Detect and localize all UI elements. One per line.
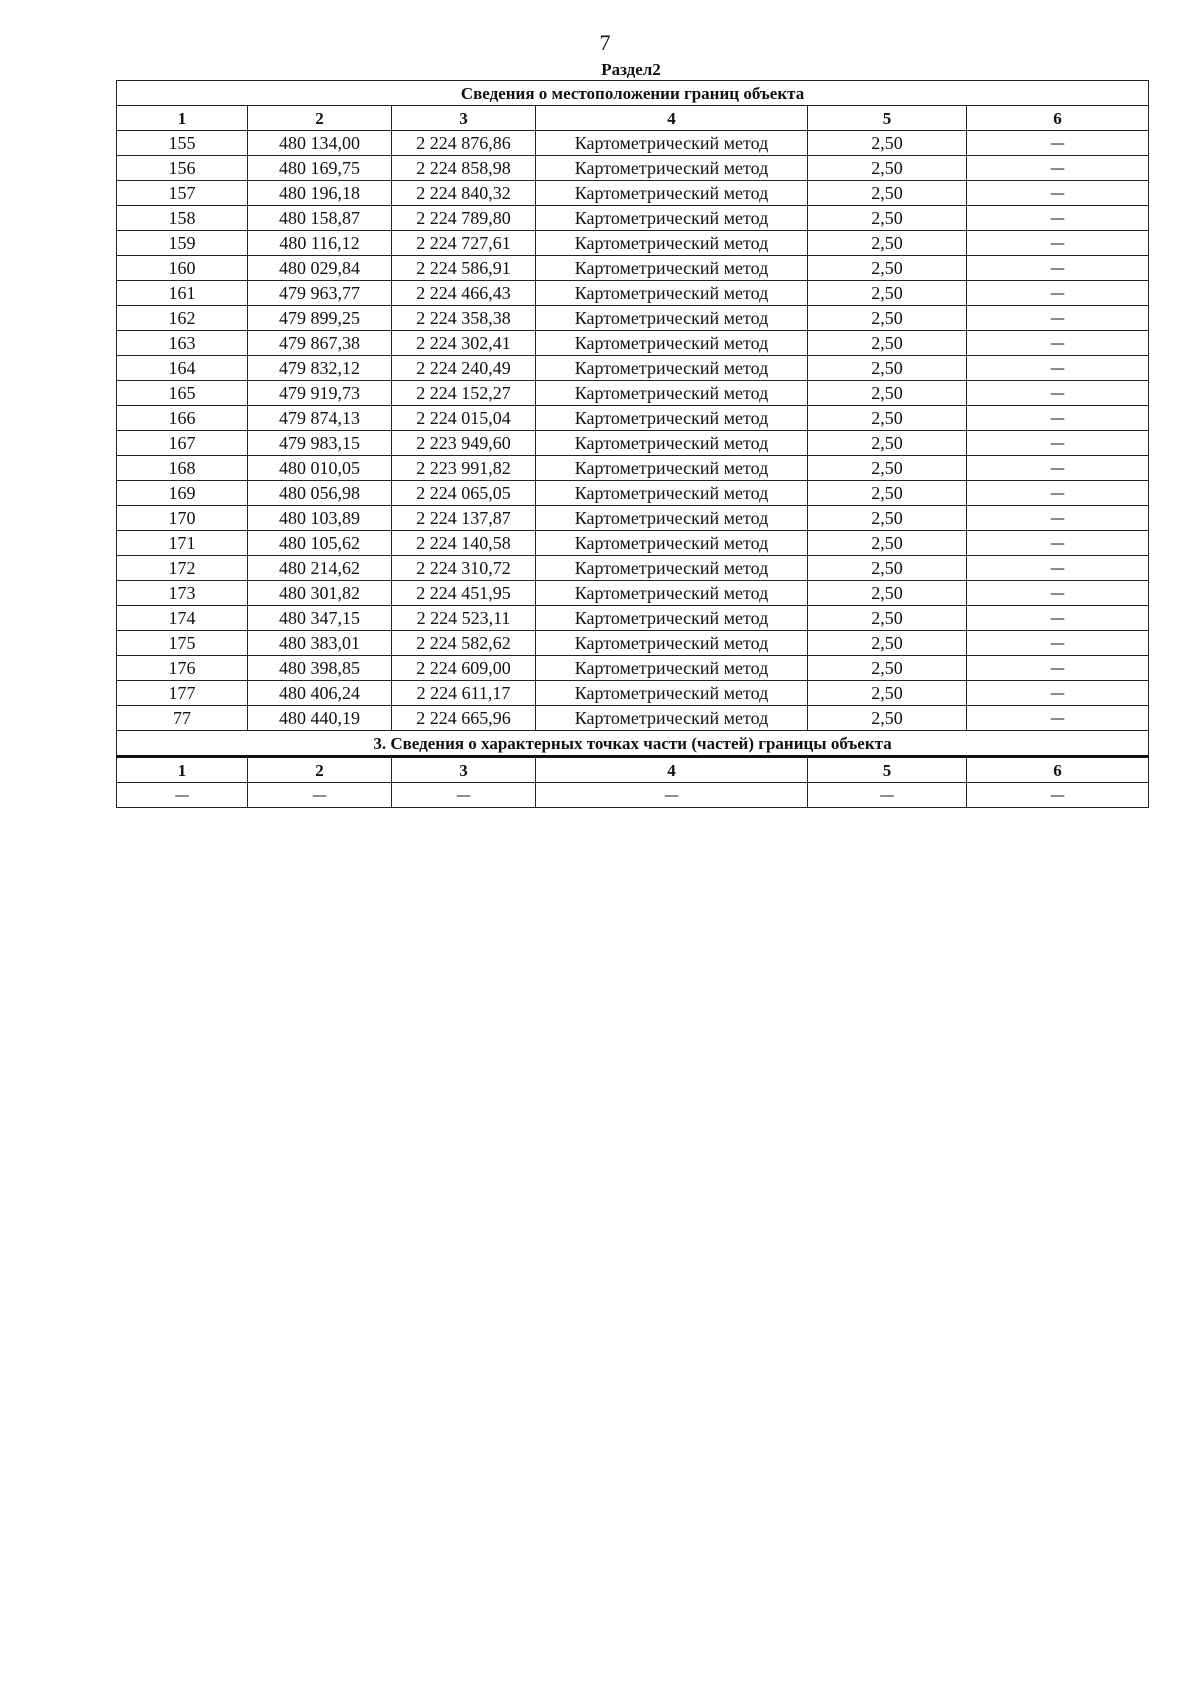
- x-coordinate-cell: 480 169,75: [248, 156, 392, 181]
- accuracy-cell: 2,50: [808, 506, 967, 531]
- method-cell: Картометрический метод: [536, 131, 808, 156]
- y-coordinate-cell: 2 224 451,95: [392, 581, 536, 606]
- point-number-cell: —: [117, 783, 248, 808]
- table-row: [117, 131, 1149, 156]
- description-cell: —: [967, 231, 1149, 256]
- point-number-cell: 171: [117, 531, 248, 556]
- table-row: [117, 706, 1149, 731]
- y-coordinate-cell: 2 224 358,38: [392, 306, 536, 331]
- accuracy-cell: 2,50: [808, 256, 967, 281]
- x-coordinate-cell: 480 056,98: [248, 481, 392, 506]
- point-number-cell: 165: [117, 381, 248, 406]
- x-coordinate-cell: 480 196,18: [248, 181, 392, 206]
- description-cell: —: [967, 581, 1149, 606]
- x-coordinate-cell: 480 105,62: [248, 531, 392, 556]
- table-row: [117, 556, 1149, 581]
- point-number-cell: 160: [117, 256, 248, 281]
- description-cell: —: [967, 706, 1149, 731]
- column-header: 4: [536, 757, 808, 783]
- y-coordinate-cell: 2 224 302,41: [392, 331, 536, 356]
- x-coordinate-cell: 480 214,62: [248, 556, 392, 581]
- table-row: [117, 506, 1149, 531]
- accuracy-cell: 2,50: [808, 406, 967, 431]
- x-coordinate-cell: 479 867,38: [248, 331, 392, 356]
- column-header: 6: [967, 757, 1149, 783]
- method-cell: Картометрический метод: [536, 356, 808, 381]
- accuracy-cell: 2,50: [808, 131, 967, 156]
- accuracy-cell: 2,50: [808, 581, 967, 606]
- point-number-cell: 158: [117, 206, 248, 231]
- x-coordinate-cell: 480 103,89: [248, 506, 392, 531]
- description-cell: —: [967, 631, 1149, 656]
- accuracy-cell: 2,50: [808, 281, 967, 306]
- table-caption: Сведения о местоположении границ объекта: [117, 81, 1149, 106]
- accuracy-cell: 2,50: [808, 481, 967, 506]
- method-cell: Картометрический метод: [536, 681, 808, 706]
- x-coordinate-cell: 480 029,84: [248, 256, 392, 281]
- point-number-cell: 176: [117, 656, 248, 681]
- method-cell: Картометрический метод: [536, 181, 808, 206]
- accuracy-cell: 2,50: [808, 631, 967, 656]
- y-coordinate-cell: 2 224 015,04: [392, 406, 536, 431]
- method-cell: Картометрический метод: [536, 556, 808, 581]
- method-cell: Картометрический метод: [536, 156, 808, 181]
- y-coordinate-cell: —: [392, 783, 536, 808]
- description-cell: —: [967, 206, 1149, 231]
- method-cell: Картометрический метод: [536, 431, 808, 456]
- table-row: [117, 481, 1149, 506]
- point-number-cell: 168: [117, 456, 248, 481]
- y-coordinate-cell: 2 224 611,17: [392, 681, 536, 706]
- description-cell: —: [967, 656, 1149, 681]
- y-coordinate-cell: 2 224 137,87: [392, 506, 536, 531]
- accuracy-cell: 2,50: [808, 531, 967, 556]
- description-cell: —: [967, 131, 1149, 156]
- table-row: [117, 306, 1149, 331]
- x-coordinate-cell: 479 874,13: [248, 406, 392, 431]
- method-cell: Картометрический метод: [536, 606, 808, 631]
- description-cell: —: [967, 606, 1149, 631]
- accuracy-cell: 2,50: [808, 381, 967, 406]
- y-coordinate-cell: 2 224 466,43: [392, 281, 536, 306]
- table-row: [117, 156, 1149, 181]
- accuracy-cell: 2,50: [808, 206, 967, 231]
- method-cell: Картометрический метод: [536, 481, 808, 506]
- accuracy-cell: —: [808, 783, 967, 808]
- x-coordinate-cell: 480 010,05: [248, 456, 392, 481]
- table-row: [117, 381, 1149, 406]
- section3-caption: 3. Сведения о характерных точках части (частей) границы объекта: [117, 731, 1149, 757]
- table-row: [117, 531, 1149, 556]
- accuracy-cell: 2,50: [808, 156, 967, 181]
- column-header: 1: [117, 106, 248, 131]
- y-coordinate-cell: 2 224 152,27: [392, 381, 536, 406]
- point-number-cell: 156: [117, 156, 248, 181]
- accuracy-cell: 2,50: [808, 181, 967, 206]
- column-header: 2: [248, 757, 392, 783]
- point-number-cell: 175: [117, 631, 248, 656]
- x-coordinate-cell: 480 383,01: [248, 631, 392, 656]
- description-cell: —: [967, 381, 1149, 406]
- table-row: [117, 406, 1149, 431]
- x-coordinate-cell: 480 158,87: [248, 206, 392, 231]
- method-cell: Картометрический метод: [536, 406, 808, 431]
- method-cell: Картометрический метод: [536, 656, 808, 681]
- column-header: 5: [808, 106, 967, 131]
- method-cell: Картометрический метод: [536, 231, 808, 256]
- table-row: [117, 356, 1149, 381]
- y-coordinate-cell: 2 223 949,60: [392, 431, 536, 456]
- y-coordinate-cell: 2 224 789,80: [392, 206, 536, 231]
- description-cell: —: [967, 306, 1149, 331]
- x-coordinate-cell: 479 983,15: [248, 431, 392, 456]
- y-coordinate-cell: 2 224 140,58: [392, 531, 536, 556]
- point-number-cell: 174: [117, 606, 248, 631]
- method-cell: Картометрический метод: [536, 581, 808, 606]
- point-number-cell: 164: [117, 356, 248, 381]
- point-number-cell: 77: [117, 706, 248, 731]
- point-number-cell: 162: [117, 306, 248, 331]
- page-number: 7: [599, 30, 611, 55]
- table-row: [117, 606, 1149, 631]
- point-number-cell: 161: [117, 281, 248, 306]
- y-coordinate-cell: 2 223 991,82: [392, 456, 536, 481]
- point-number-cell: 163: [117, 331, 248, 356]
- section-title: Раздел2: [601, 60, 661, 79]
- point-number-cell: 173: [117, 581, 248, 606]
- method-cell: Картометрический метод: [536, 256, 808, 281]
- x-coordinate-cell: —: [248, 783, 392, 808]
- description-cell: —: [967, 331, 1149, 356]
- description-cell: —: [967, 156, 1149, 181]
- point-number-cell: 159: [117, 231, 248, 256]
- table-row: [117, 681, 1149, 706]
- description-cell: —: [967, 406, 1149, 431]
- point-number-cell: 170: [117, 506, 248, 531]
- accuracy-cell: 2,50: [808, 431, 967, 456]
- description-cell: —: [967, 506, 1149, 531]
- column-header: 6: [967, 106, 1149, 131]
- table-row: [117, 256, 1149, 281]
- point-number-cell: 166: [117, 406, 248, 431]
- column-header: 2: [248, 106, 392, 131]
- accuracy-cell: 2,50: [808, 306, 967, 331]
- section3-table-row: [117, 783, 1149, 808]
- description-cell: —: [967, 431, 1149, 456]
- table-row: [117, 181, 1149, 206]
- x-coordinate-cell: 480 116,12: [248, 231, 392, 256]
- column-header: 1: [117, 757, 248, 783]
- accuracy-cell: 2,50: [808, 606, 967, 631]
- section3-caption-row: [117, 731, 1149, 757]
- table-row: [117, 581, 1149, 606]
- column-header: 3: [392, 106, 536, 131]
- description-cell: —: [967, 281, 1149, 306]
- x-coordinate-cell: 479 919,73: [248, 381, 392, 406]
- method-cell: Картометрический метод: [536, 281, 808, 306]
- y-coordinate-cell: 2 224 582,62: [392, 631, 536, 656]
- table-row: [117, 656, 1149, 681]
- x-coordinate-cell: 479 963,77: [248, 281, 392, 306]
- point-number-cell: 172: [117, 556, 248, 581]
- description-cell: —: [967, 556, 1149, 581]
- y-coordinate-cell: 2 224 609,00: [392, 656, 536, 681]
- accuracy-cell: 2,50: [808, 556, 967, 581]
- x-coordinate-cell: 480 134,00: [248, 131, 392, 156]
- accuracy-cell: 2,50: [808, 681, 967, 706]
- x-coordinate-cell: 480 406,24: [248, 681, 392, 706]
- x-coordinate-cell: 479 899,25: [248, 306, 392, 331]
- description-cell: —: [967, 531, 1149, 556]
- table-row: [117, 456, 1149, 481]
- table-row: [117, 431, 1149, 456]
- y-coordinate-cell: 2 224 240,49: [392, 356, 536, 381]
- table-row: [117, 281, 1149, 306]
- accuracy-cell: 2,50: [808, 706, 967, 731]
- y-coordinate-cell: 2 224 858,98: [392, 156, 536, 181]
- y-coordinate-cell: 2 224 523,11: [392, 606, 536, 631]
- accuracy-cell: 2,50: [808, 231, 967, 256]
- description-cell: —: [967, 681, 1149, 706]
- description-cell: —: [967, 456, 1149, 481]
- column-header-row: [117, 106, 1149, 131]
- y-coordinate-cell: 2 224 586,91: [392, 256, 536, 281]
- method-cell: Картометрический метод: [536, 206, 808, 231]
- method-cell: Картометрический метод: [536, 531, 808, 556]
- description-cell: —: [967, 481, 1149, 506]
- table-row: [117, 331, 1149, 356]
- method-cell: Картометрический метод: [536, 381, 808, 406]
- method-cell: —: [536, 783, 808, 808]
- description-cell: —: [967, 256, 1149, 281]
- method-cell: Картометрический метод: [536, 706, 808, 731]
- method-cell: Картометрический метод: [536, 331, 808, 356]
- x-coordinate-cell: 479 832,12: [248, 356, 392, 381]
- accuracy-cell: 2,50: [808, 331, 967, 356]
- boundary-table-body: [117, 81, 1149, 808]
- column-header: 3: [392, 757, 536, 783]
- x-coordinate-cell: 480 398,85: [248, 656, 392, 681]
- y-coordinate-cell: 2 224 310,72: [392, 556, 536, 581]
- x-coordinate-cell: 480 347,15: [248, 606, 392, 631]
- method-cell: Картометрический метод: [536, 631, 808, 656]
- accuracy-cell: 2,50: [808, 656, 967, 681]
- accuracy-cell: 2,50: [808, 356, 967, 381]
- y-coordinate-cell: 2 224 665,96: [392, 706, 536, 731]
- description-cell: —: [967, 181, 1149, 206]
- table-row: [117, 231, 1149, 256]
- table-caption-row: [117, 81, 1149, 106]
- description-cell: —: [967, 356, 1149, 381]
- point-number-cell: 155: [117, 131, 248, 156]
- point-number-cell: 167: [117, 431, 248, 456]
- y-coordinate-cell: 2 224 840,32: [392, 181, 536, 206]
- y-coordinate-cell: 2 224 065,05: [392, 481, 536, 506]
- accuracy-cell: 2,50: [808, 456, 967, 481]
- method-cell: Картометрический метод: [536, 506, 808, 531]
- section3-header-row: [117, 757, 1149, 783]
- column-header: 5: [808, 757, 967, 783]
- table-row: [117, 206, 1149, 231]
- column-header: 4: [536, 106, 808, 131]
- boundary-table: [116, 80, 1149, 808]
- method-cell: Картометрический метод: [536, 456, 808, 481]
- description-cell: —: [967, 783, 1149, 808]
- y-coordinate-cell: 2 224 727,61: [392, 231, 536, 256]
- x-coordinate-cell: 480 301,82: [248, 581, 392, 606]
- method-cell: Картометрический метод: [536, 306, 808, 331]
- y-coordinate-cell: 2 224 876,86: [392, 131, 536, 156]
- table-row: [117, 631, 1149, 656]
- x-coordinate-cell: 480 440,19: [248, 706, 392, 731]
- point-number-cell: 169: [117, 481, 248, 506]
- point-number-cell: 157: [117, 181, 248, 206]
- point-number-cell: 177: [117, 681, 248, 706]
